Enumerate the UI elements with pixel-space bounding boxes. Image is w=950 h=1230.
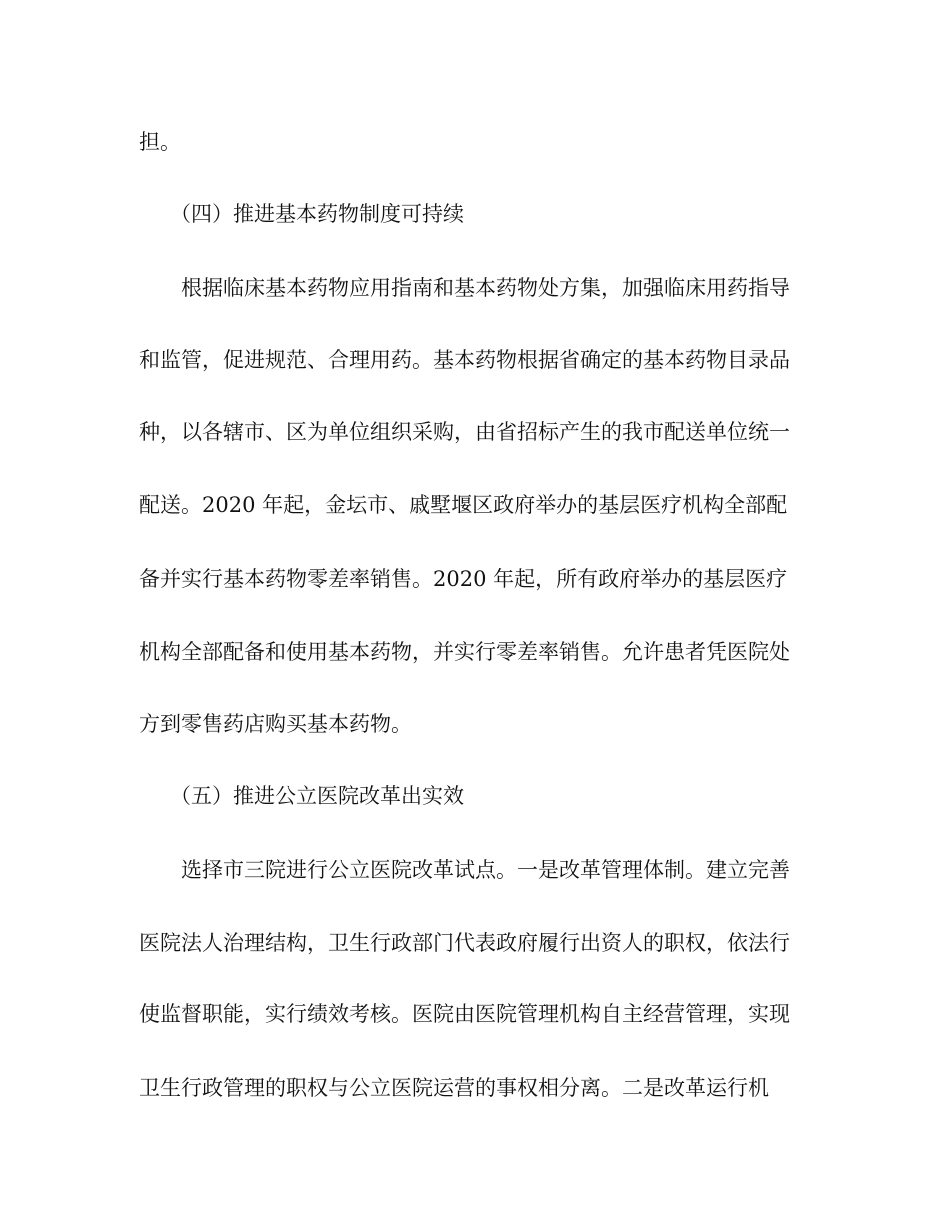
paragraph-line: 机构全部配备和使用基本药物，并实行零差率销售。允许患者凭医院处 bbox=[139, 640, 790, 664]
paragraph-line: 使监督职能，实行绩效考核。医院由医院管理机构自主经营管理，实现 bbox=[139, 1002, 790, 1026]
paragraph-line: 选择市三院进行公立医院改革试点。一是改革管理体制。建立完善 bbox=[181, 858, 790, 882]
paragraph-line: 卫生行政管理的职权与公立医院运营的事权相分离。二是改革运行机 bbox=[139, 1076, 769, 1100]
paragraph-line: 担。 bbox=[139, 130, 181, 154]
paragraph-line: 方到零售药店购买基本药物。 bbox=[139, 712, 412, 736]
section-heading-4: （四）推进基本药物制度可持续 bbox=[170, 202, 464, 226]
section-heading-5: （五）推进公立医院改革出实效 bbox=[170, 784, 464, 808]
paragraph-line: 和监管，促进规范、合理用药。基本药物根据省确定的基本药物目录品 bbox=[139, 348, 790, 372]
paragraph-line: 医院法人治理结构，卫生行政部门代表政府履行出资人的职权，依法行 bbox=[139, 931, 790, 955]
paragraph-line: 配送。2020 年起，金坛市、戚墅堰区政府举办的基层医疗机构全部配 bbox=[139, 493, 788, 517]
paragraph-line: 备并实行基本药物零差率销售。2020 年起，所有政府举办的基层医疗 bbox=[139, 567, 788, 591]
paragraph-line: 种，以各辖市、区为单位组织采购，由省招标产生的我市配送单位统一 bbox=[139, 420, 790, 444]
paragraph-line: 根据临床基本药物应用指南和基本药物处方集，加强临床用药指导 bbox=[181, 276, 790, 300]
